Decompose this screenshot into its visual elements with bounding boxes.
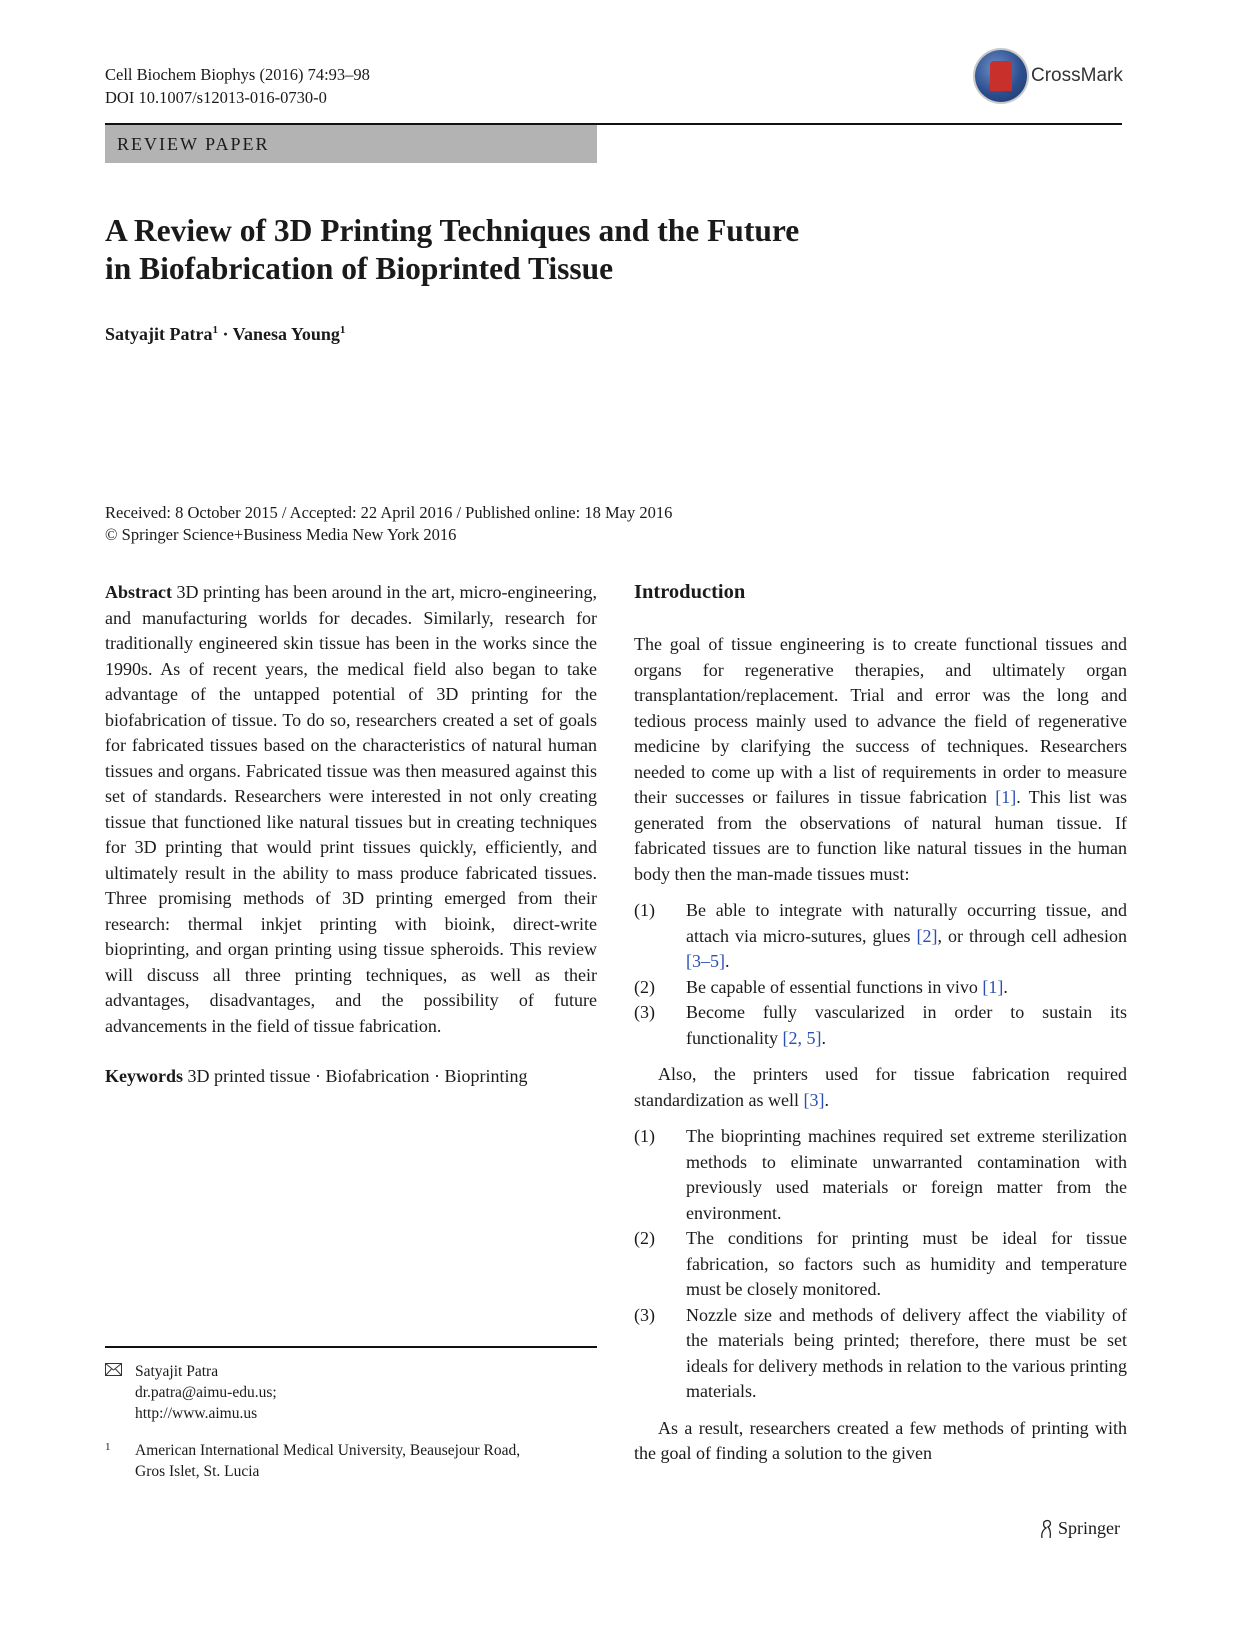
intro-paragraph-1	[634, 632, 1127, 887]
list-number: (2)	[634, 1228, 655, 1248]
envelope-icon	[105, 1361, 122, 1382]
title-line-1: A Review of 3D Printing Techniques and the Future	[105, 213, 800, 248]
affiliation-mark: 1	[212, 324, 218, 336]
copyright-line: © Springer Science+Business Media New York 2016	[105, 525, 457, 544]
tissue-requirements-list	[634, 898, 1127, 1051]
list-text: .	[1003, 976, 1008, 997]
list-item	[634, 1124, 1127, 1226]
list-text: The bioprinting machines required set extreme sterilization methods to eliminate unwarranted contamination with previously used materials or foreign matter from the environment.	[686, 1126, 1127, 1223]
list-text: The conditions for printing must be ideal for tissue fabrication, so factors such as humidity and temperature must be closely monitored.	[686, 1228, 1127, 1299]
title-line-2: in Biofabrication of Bioprinted Tissue	[105, 251, 614, 286]
list-number: (1)	[634, 900, 655, 920]
abstract-label: Abstract	[105, 582, 172, 602]
corresponding-author-note	[105, 1361, 597, 1424]
left-column	[105, 580, 597, 1090]
publisher-logo	[1038, 1518, 1120, 1539]
corresponding-name: Satyajit Patra	[135, 1363, 219, 1380]
citation-link[interactable]: [1]	[995, 787, 1017, 807]
intro-paragraph-2	[634, 1062, 1127, 1113]
list-text: Be able to integrate with naturally occurring tissue, and attach via micro-sutures, glues	[686, 900, 1127, 946]
right-column	[634, 580, 1127, 1467]
corresponding-email[interactable]: dr.patra@aimu-edu.us;	[135, 1384, 277, 1401]
affiliation-note	[105, 1440, 597, 1482]
paragraph-text: .	[824, 1089, 829, 1110]
doi[interactable]: DOI 10.1007/s12013-016-0730-0	[105, 88, 327, 107]
section-label: REVIEW PAPER	[105, 125, 597, 163]
paragraph-text: The goal of tissue engineering is to create functional tissues and organs for regenerative therapies, and ultimately organ transplantation/replacement. Trial and error was the long and tedious process mainly used to advance the field of regenerative medicine by clarifying the success of techniques. Researchers needed to come up with a list of requirements in order to measure their successes or failures in tissue fabrication	[634, 634, 1127, 807]
printer-standards-list	[634, 1124, 1127, 1405]
citation-link[interactable]: [3]	[803, 1089, 825, 1110]
paragraph-text: . This list was generated from the observations of natural human tissue. If fabricated tissues are to function like natural tissues in the human body then the man-made tissues must:	[634, 787, 1128, 884]
citation-link[interactable]: [1]	[982, 976, 1004, 997]
citation-link[interactable]: [2, 5]	[782, 1027, 822, 1048]
citation-link[interactable]: [2]	[916, 925, 938, 946]
list-number: (3)	[634, 1002, 655, 1022]
publication-dates	[105, 502, 672, 546]
footnote-rule	[105, 1346, 597, 1348]
list-text: , or through cell adhesion	[937, 925, 1127, 946]
crossmark-icon	[975, 50, 1027, 102]
list-text: Nozzle size and methods of delivery affect the viability of the materials being printed; therefore, there must be set ideals for delivery methods in relation to the various printing materials.	[686, 1304, 1127, 1401]
affiliation-text: American International Medical University, Beausejour Road, Gros Islet, St. Lucia	[135, 1442, 521, 1480]
list-text: Become fully vascularized in order to sustain its functionality	[686, 1002, 1127, 1048]
list-number: (1)	[634, 1126, 655, 1146]
abstract-text: 3D printing has been around in the art, micro-engineering, and manufacturing worlds for decades. Similarly, research for traditionally engineered skin tissue has been in the works since the 1990s. As of recent years, the medical field also began to take advantage of the untapped potential of 3D printing for the biofabrication of tissue. To do so, researchers created a set of goals for fabricated tissues based on the characteristics of natural human tissues and organs. Fabricated tissue was then measured against this set of standards. Researchers were interested in not only creating tissue that functioned like natural tissues but in creating techniques for 3D printing that would print tissues quickly, efficiently, and ultimately result in the ability to mass produce fabricated tissues. Three promising methods of 3D printing emerged from their research: thermal inkjet printing with bioink, direct-write bioprinting, and organ printing using tissue spheroids. This review will discuss all three printing techniques, as well as their advantages, disadvantages, and the possibility of future advancements in the field of tissue fabrication.	[105, 582, 597, 1036]
keywords-label: Keywords	[105, 1066, 183, 1086]
list-text: .	[725, 951, 730, 971]
list-number: (3)	[634, 1304, 655, 1325]
journal-citation: Cell Biochem Biophys (2016) 74:93–98	[105, 65, 370, 84]
author-separator: ·	[217, 324, 233, 344]
crossmark-label: CrossMark	[1031, 65, 1123, 86]
journal-header	[105, 63, 370, 109]
affiliation-number: 1	[105, 1441, 111, 1453]
keywords-text: 3D printed tissue · Biofabrication · Bioprinting	[183, 1066, 528, 1086]
article-title	[105, 212, 1005, 288]
list-item	[634, 1226, 1127, 1303]
list-item	[634, 898, 1127, 975]
keywords	[105, 1064, 597, 1090]
intro-paragraph-3: As a result, researchers created a few methods of printing with the goal of finding a solution to the given	[634, 1417, 1127, 1463]
publisher-name: Springer	[1058, 1518, 1120, 1538]
authors	[105, 324, 345, 345]
citation-link[interactable]: [3–5]	[686, 951, 725, 971]
list-number: (2)	[634, 976, 655, 997]
abstract	[105, 580, 597, 1039]
springer-horse-icon	[1038, 1519, 1054, 1539]
list-text: .	[821, 1027, 826, 1048]
affiliation-mark: 1	[339, 324, 346, 336]
list-item	[634, 1303, 1127, 1405]
introduction-heading: Introduction	[634, 581, 746, 603]
author-name: Vanesa Young	[232, 324, 340, 344]
crossmark-badge[interactable]	[975, 50, 1123, 102]
list-text: Be capable of essential functions in vivo	[686, 976, 983, 997]
paragraph-text: Also, the printers used for tissue fabrication required standardization as well	[634, 1064, 1127, 1110]
author-name: Satyajit Patra	[105, 324, 213, 344]
list-item	[634, 1000, 1127, 1051]
history-line: Received: 8 October 2015 / Accepted: 22 April 2016 / Published online: 18 May 2016	[105, 503, 673, 522]
corresponding-url[interactable]: http://www.aimu.us	[135, 1405, 258, 1422]
list-item	[634, 975, 1127, 1001]
